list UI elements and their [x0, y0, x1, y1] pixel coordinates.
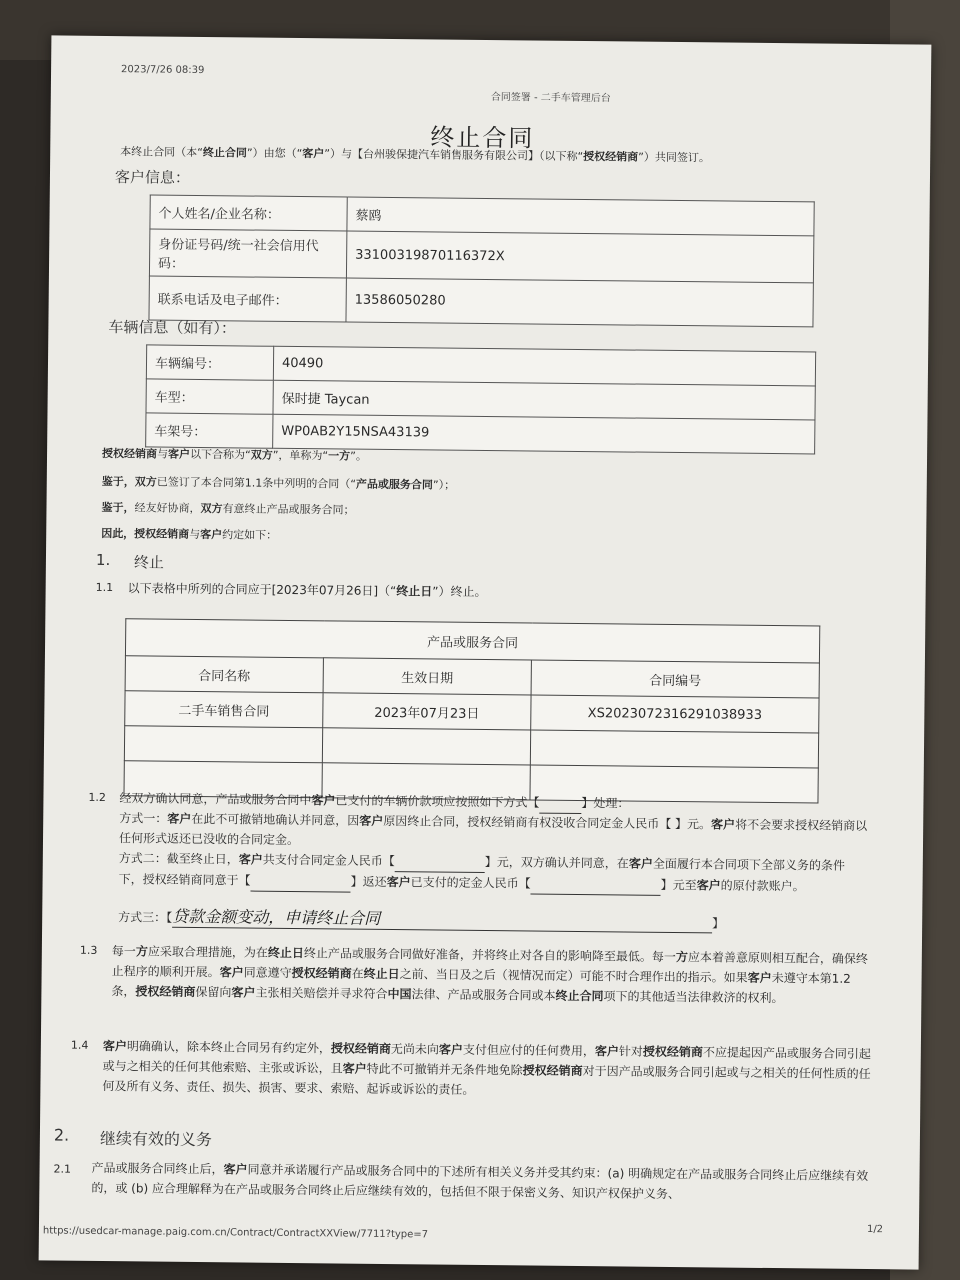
clause-1-2-method-3: 方式三：【贷款金额变动，申请终止合同 】: [118, 906, 868, 935]
table-row: [149, 276, 813, 327]
clause-1-4: 客户明确确认，除本终止合同另有约定外，授权经销商无尚未向客户支付但应付的任何费用，客户针对授权经销商不应提起因产品或服务合同引起或与之相关的任何其他索赔、主张或诉讼，且客户特此不可撤销并无条件地免除授权经销商对于因产品或服务合同引起或与之相关的任何性质的任何及所有义务、责任、损失、损害、要求、索赔、起诉或诉讼的责任。: [102, 1039, 872, 1097]
clause-1-2-intro: 经双方确认同意，产品或服务合同中客户已支付的车辆价款项应按照如下方式【 】处理：: [119, 788, 859, 817]
vehicle-no-value: 40490: [273, 346, 815, 386]
vehicle-vin-value: WP0AB2Y15NSA43139: [273, 414, 815, 454]
cell: 二手车销售合同: [125, 691, 323, 728]
refund-amount-blank: [531, 873, 661, 895]
cell: XS2023072316291038933: [531, 695, 819, 733]
footer-url: https://usedcar-manage.paig.com.cn/Contract/ContractXXView/7711?type=7: [42, 1225, 429, 1241]
customer-table: [148, 194, 814, 327]
clause-1-2-method-2: 方式二：截至终止日，客户共支付合同定金人民币【 】元，双方确认并同意，在客户全面履行本合同项下全部义务的条件下，授权经销商同意于【 】返还客户已支付的定金人民币【 】元至客户的原付款账户。: [118, 848, 868, 898]
vehicle-heading: 车辆信息（如有）：: [108, 318, 236, 338]
vehicle-vin-label: 车架号：: [146, 413, 273, 448]
section-1-title: 终止: [133, 553, 165, 572]
clause-1-1-number: 1.1: [95, 580, 114, 595]
clause-1-2-method-1: 方式一：客户在此不可撤销地确认并同意，因客户原因终止合同，授权经销商有权没收合同定金人民币【 】元。客户将不会要求授权经销商以任何形式返还已没收的合同定金。: [118, 811, 868, 848]
clause-1-3: 每一方应采取合理措施，为在终止日终止产品或服务合同做好准备，并将终止对各自的影响降至最低。每一方应本着善意原则相互配合，确保终止程序的顺利开展。客户同意遵守授权经销商在终止日之前、当日及之后（视情况而定）可能不时合理作出的指示。如果客户未遵守本第1.2条，授权经销商保留向客户主张相关赔偿并寻求符合中国法律、产品或服务合同或本终止合同项下的其他适当法律救济的权利。: [111, 944, 868, 1006]
vehicle-no-label: 车辆编号：: [146, 345, 273, 380]
intro-paragraph: 本终止合同（本“终止合同”）由您（“客户”）与【台州骏保捷汽车销售服务有限公司】（以下称“授权经销商”）共同签订。: [120, 145, 710, 165]
method-blank: [539, 793, 581, 814]
cell: [124, 726, 322, 763]
section-2-title: 继续有效的义务: [99, 1128, 212, 1150]
recital-parties: 授权经销商与客户以下合称为“双方”，单称为“一方”。: [101, 446, 367, 463]
site-title: 合同签署 - 二手车管理后台: [490, 92, 611, 105]
vehicle-model-value: 保时捷 Taycan: [273, 380, 815, 420]
clause-1-3-number: 1.3: [79, 943, 98, 957]
customer-id-value: 33100319870116372X: [346, 231, 813, 283]
cell: [530, 730, 818, 768]
recital-therefore: 因此，授权经销商与客户约定如下：: [101, 526, 278, 542]
deposit-blank: [395, 851, 485, 873]
customer-contact-label: 联系电话及电子邮件：: [149, 276, 346, 322]
page-number: 1/2: [866, 1224, 884, 1236]
clause-1-4-number: 1.4: [70, 1038, 89, 1052]
refund-date-blank: [250, 871, 350, 893]
customer-name-label: 个人姓名/企业名称：: [150, 195, 347, 231]
col-effective-date: 生效日期: [323, 658, 531, 695]
vehicle-model-label: 车型：: [146, 379, 273, 414]
clause-2-1-number: 2.1: [53, 1162, 72, 1176]
contract-page: [39, 35, 932, 1269]
cell: 2023年07月23日: [323, 693, 531, 730]
clause-1-2-number: 1.2: [88, 790, 107, 805]
col-contract-name: 合同名称: [125, 656, 323, 693]
customer-id-label: 身份证号码/统一社会信用代码：: [149, 229, 346, 278]
handwritten-reason: 贷款金额变动，申请终止合同: [172, 907, 712, 934]
contract-table-caption: 产品或服务合同: [125, 619, 819, 663]
contract-table: [123, 618, 820, 803]
customer-heading: 客户信息：: [114, 168, 191, 187]
section-1-number: 1.: [95, 550, 111, 570]
recital-intent: 鉴于，经友好协商，双方有意终止产品或服务合同；: [101, 500, 355, 517]
table-row: [149, 229, 813, 283]
document-title: 终止合同: [430, 123, 535, 153]
print-date: 2023/7/26 08:39: [121, 64, 205, 77]
vehicle-table: [145, 344, 816, 454]
recital-signed: 鉴于，双方已签订了本合同第1.1条中列明的合同（“产品或服务合同”）；: [101, 474, 456, 492]
col-contract-number: 合同编号: [531, 660, 819, 698]
customer-contact-value: 13586050280: [346, 278, 813, 327]
customer-name-value: 蔡鸥: [347, 197, 814, 236]
clause-2-1: 产品或服务合同终止后，客户同意并承诺履行产品或服务合同中的下述所有相关义务并受其约束：(a) 明确规定在产品或服务合同终止后应继续有效的，或 (b) 应合理解释为在产品或服务合同终止后应继续有效的，包括但不限于保密义务、知识产权保护义务、: [91, 1160, 869, 1202]
cell: [322, 728, 530, 765]
section-2-number: 2.: [53, 1125, 70, 1145]
clause-1-1: 以下表格中所列的合同应于[2023年07月26日]（“终止日”）终止。: [127, 581, 487, 600]
